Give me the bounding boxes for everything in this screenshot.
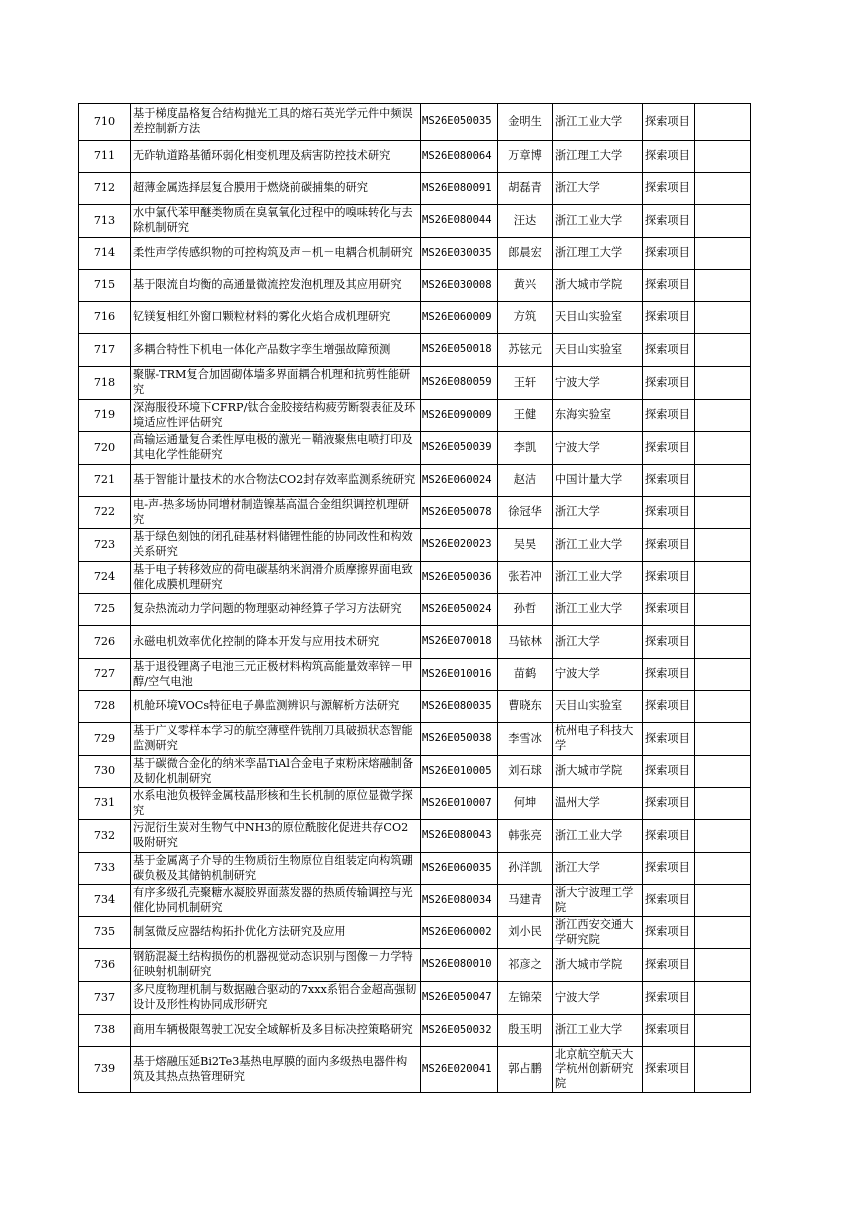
- institution-cell: 浙江工业大学: [553, 1015, 643, 1047]
- institution-cell: 浙江工业大学: [553, 820, 643, 853]
- project-type-cell: 探索项目: [643, 238, 695, 270]
- institution-cell: 浙江大学: [553, 853, 643, 885]
- project-code-cell: MS26E010007: [421, 788, 498, 820]
- applicant-name-cell: 万章博: [498, 141, 553, 173]
- applicant-name-cell: 方筑: [498, 302, 553, 334]
- project-title-cell: 复杂热流动力学问题的物理驱动神经算子学习方法研究: [131, 594, 421, 626]
- project-type-cell: 探索项目: [643, 367, 695, 400]
- project-title-cell: 超薄金属选择层复合膜用于燃烧前碳捕集的研究: [131, 173, 421, 205]
- institution-cell: 浙江大学: [553, 626, 643, 659]
- row-number-cell: 733: [79, 853, 131, 885]
- project-type-cell: 探索项目: [643, 756, 695, 788]
- table-row: [79, 562, 751, 594]
- applicant-name-cell: 张若冲: [498, 562, 553, 594]
- institution-cell: 东海实验室: [553, 400, 643, 432]
- note-cell: [695, 367, 751, 400]
- project-title-cell: 基于电子转移效应的荷电碳基纳米润滑介质摩擦界面电致催化成膜机理研究: [131, 562, 421, 594]
- project-type-cell: 探索项目: [643, 982, 695, 1015]
- institution-cell: 宁波大学: [553, 982, 643, 1015]
- table-row: [79, 367, 751, 400]
- project-type-cell: 探索项目: [643, 141, 695, 173]
- project-title-cell: 钢筋混凝土结构损伤的机器视觉动态识别与图像－力学特征映射机制研究: [131, 949, 421, 982]
- project-type-cell: 探索项目: [643, 949, 695, 982]
- table-row: [79, 917, 751, 949]
- institution-cell: 天目山实验室: [553, 334, 643, 367]
- project-code-cell: MS26E050038: [421, 723, 498, 756]
- note-cell: [695, 562, 751, 594]
- table-row: [79, 173, 751, 205]
- project-code-cell: MS26E080059: [421, 367, 498, 400]
- project-table-body: [79, 104, 751, 1093]
- table-row: [79, 302, 751, 334]
- applicant-name-cell: 吴昊: [498, 529, 553, 562]
- note-cell: [695, 659, 751, 691]
- project-type-cell: 探索项目: [643, 917, 695, 949]
- project-title-cell: 基于广义零样本学习的航空薄壁件铣削刀具破损状态智能监测研究: [131, 723, 421, 756]
- institution-cell: 浙江工业大学: [553, 104, 643, 141]
- project-title-cell: 水系电池负极锌金属枝晶形核和生长机制的原位显微学探究: [131, 788, 421, 820]
- applicant-name-cell: 李凯: [498, 432, 553, 465]
- institution-cell: 杭州电子科技大学: [553, 723, 643, 756]
- project-title-cell: 基于绿色刻蚀的闭孔硅基材料储锂性能的协同改性和构效关系研究: [131, 529, 421, 562]
- project-code-cell: MS26E080043: [421, 820, 498, 853]
- project-code-cell: MS26E080064: [421, 141, 498, 173]
- table-row: [79, 723, 751, 756]
- note-cell: [695, 334, 751, 367]
- institution-cell: 浙大城市学院: [553, 756, 643, 788]
- table-row: [79, 820, 751, 853]
- note-cell: [695, 853, 751, 885]
- applicant-name-cell: 祁彦之: [498, 949, 553, 982]
- project-title-cell: 基于熔融压延Bi2Te3基热电厚膜的面内多级热电器件构筑及其热点热管理研究: [131, 1047, 421, 1093]
- project-type-cell: 探索项目: [643, 529, 695, 562]
- institution-cell: 浙江大学: [553, 497, 643, 529]
- note-cell: [695, 1047, 751, 1093]
- institution-cell: 天目山实验室: [553, 691, 643, 723]
- project-code-cell: MS26E050024: [421, 594, 498, 626]
- project-code-cell: MS26E080091: [421, 173, 498, 205]
- project-type-cell: 探索项目: [643, 1047, 695, 1093]
- applicant-name-cell: 孙洋凯: [498, 853, 553, 885]
- project-type-cell: 探索项目: [643, 659, 695, 691]
- note-cell: [695, 626, 751, 659]
- note-cell: [695, 104, 751, 141]
- note-cell: [695, 205, 751, 238]
- row-number-cell: 737: [79, 982, 131, 1015]
- institution-cell: 浙江工业大学: [553, 594, 643, 626]
- project-code-cell: MS26E050047: [421, 982, 498, 1015]
- applicant-name-cell: 刘小民: [498, 917, 553, 949]
- project-code-cell: MS26E050078: [421, 497, 498, 529]
- project-type-cell: 探索项目: [643, 104, 695, 141]
- project-type-cell: 探索项目: [643, 820, 695, 853]
- project-type-cell: 探索项目: [643, 885, 695, 917]
- note-cell: [695, 788, 751, 820]
- project-title-cell: 制氢微反应器结构拓扑优化方法研究及应用: [131, 917, 421, 949]
- row-number-cell: 718: [79, 367, 131, 400]
- project-title-cell: 高输运通量复合柔性厚电极的激光－鞘液聚焦电喷打印及其电化学性能研究: [131, 432, 421, 465]
- project-code-cell: MS26E060002: [421, 917, 498, 949]
- project-type-cell: 探索项目: [643, 562, 695, 594]
- row-number-cell: 728: [79, 691, 131, 723]
- row-number-cell: 713: [79, 205, 131, 238]
- row-number-cell: 719: [79, 400, 131, 432]
- project-type-cell: 探索项目: [643, 497, 695, 529]
- project-title-cell: 基于智能计量技术的水合物法CO2封存效率监测系统研究: [131, 465, 421, 497]
- institution-cell: 宁波大学: [553, 659, 643, 691]
- project-code-cell: MS26E010005: [421, 756, 498, 788]
- applicant-name-cell: 郎晨宏: [498, 238, 553, 270]
- project-code-cell: MS26E090009: [421, 400, 498, 432]
- project-code-cell: MS26E060024: [421, 465, 498, 497]
- row-number-cell: 714: [79, 238, 131, 270]
- institution-cell: 浙大城市学院: [553, 270, 643, 302]
- applicant-name-cell: 汪达: [498, 205, 553, 238]
- applicant-name-cell: 王轩: [498, 367, 553, 400]
- table-row: [79, 1047, 751, 1093]
- table-row: [79, 104, 751, 141]
- note-cell: [695, 1015, 751, 1047]
- note-cell: [695, 594, 751, 626]
- applicant-name-cell: 黄兴: [498, 270, 553, 302]
- row-number-cell: 727: [79, 659, 131, 691]
- row-number-cell: 729: [79, 723, 131, 756]
- row-number-cell: 712: [79, 173, 131, 205]
- institution-cell: 浙大城市学院: [553, 949, 643, 982]
- note-cell: [695, 400, 751, 432]
- table-row: [79, 691, 751, 723]
- project-type-cell: 探索项目: [643, 432, 695, 465]
- project-type-cell: 探索项目: [643, 302, 695, 334]
- project-title-cell: 多尺度物理机制与数据融合驱动的7xxx系铝合金超高强韧设计及形性构协同成形研究: [131, 982, 421, 1015]
- project-code-cell: MS26E020023: [421, 529, 498, 562]
- institution-cell: 浙江理工大学: [553, 141, 643, 173]
- applicant-name-cell: 何坤: [498, 788, 553, 820]
- project-title-cell: 永磁电机效率优化控制的降本开发与应用技术研究: [131, 626, 421, 659]
- applicant-name-cell: 苏铉元: [498, 334, 553, 367]
- project-type-cell: 探索项目: [643, 1015, 695, 1047]
- project-title-cell: 水中氯代苯甲醚类物质在臭氧氧化过程中的嗅味转化与去除机制研究: [131, 205, 421, 238]
- institution-cell: 浙江工业大学: [553, 562, 643, 594]
- institution-cell: 中国计量大学: [553, 465, 643, 497]
- row-number-cell: 710: [79, 104, 131, 141]
- applicant-name-cell: 徐冠华: [498, 497, 553, 529]
- row-number-cell: 723: [79, 529, 131, 562]
- institution-cell: 宁波大学: [553, 367, 643, 400]
- applicant-name-cell: 郭占鹏: [498, 1047, 553, 1093]
- project-title-cell: 多耦合特性下机电一体化产品数字孪生增强故障预测: [131, 334, 421, 367]
- applicant-name-cell: 马建青: [498, 885, 553, 917]
- project-type-cell: 探索项目: [643, 723, 695, 756]
- note-cell: [695, 723, 751, 756]
- project-code-cell: MS26E080034: [421, 885, 498, 917]
- table-row: [79, 788, 751, 820]
- institution-cell: 浙江大学: [553, 173, 643, 205]
- project-code-cell: MS26E080035: [421, 691, 498, 723]
- project-code-cell: MS26E080044: [421, 205, 498, 238]
- row-number-cell: 721: [79, 465, 131, 497]
- row-number-cell: 726: [79, 626, 131, 659]
- project-type-cell: 探索项目: [643, 334, 695, 367]
- note-cell: [695, 885, 751, 917]
- table-row: [79, 853, 751, 885]
- project-title-cell: 聚脲-TRM复合加固砌体墙多界面耦合机理和抗剪性能研究: [131, 367, 421, 400]
- institution-cell: 天目山实验室: [553, 302, 643, 334]
- project-code-cell: MS26E050032: [421, 1015, 498, 1047]
- table-row: [79, 659, 751, 691]
- project-type-cell: 探索项目: [643, 205, 695, 238]
- note-cell: [695, 691, 751, 723]
- row-number-cell: 736: [79, 949, 131, 982]
- project-type-cell: 探索项目: [643, 594, 695, 626]
- table-row: [79, 949, 751, 982]
- project-code-cell: MS26E030035: [421, 238, 498, 270]
- row-number-cell: 711: [79, 141, 131, 173]
- note-cell: [695, 497, 751, 529]
- project-code-cell: MS26E050039: [421, 432, 498, 465]
- project-title-cell: 电-声-热多场协同增材制造镍基高温合金组织调控机理研究: [131, 497, 421, 529]
- table-row: [79, 465, 751, 497]
- row-number-cell: 732: [79, 820, 131, 853]
- project-title-cell: 基于金属离子介导的生物质衍生物原位自组装定向构筑硼碳负极及其储钠机制研究: [131, 853, 421, 885]
- table-row: [79, 885, 751, 917]
- institution-cell: 北京航空航天大学杭州创新研究院: [553, 1047, 643, 1093]
- applicant-name-cell: 曹晓东: [498, 691, 553, 723]
- applicant-name-cell: 刘石球: [498, 756, 553, 788]
- applicant-name-cell: 胡磊青: [498, 173, 553, 205]
- table-row: [79, 238, 751, 270]
- row-number-cell: 720: [79, 432, 131, 465]
- note-cell: [695, 949, 751, 982]
- row-number-cell: 734: [79, 885, 131, 917]
- project-table: [78, 103, 751, 1093]
- applicant-name-cell: 孙哲: [498, 594, 553, 626]
- applicant-name-cell: 马铱林: [498, 626, 553, 659]
- row-number-cell: 739: [79, 1047, 131, 1093]
- row-number-cell: 735: [79, 917, 131, 949]
- note-cell: [695, 302, 751, 334]
- row-number-cell: 722: [79, 497, 131, 529]
- table-row: [79, 141, 751, 173]
- project-code-cell: MS26E020041: [421, 1047, 498, 1093]
- project-code-cell: MS26E030008: [421, 270, 498, 302]
- applicant-name-cell: 左锦荣: [498, 982, 553, 1015]
- project-type-cell: 探索项目: [643, 270, 695, 302]
- project-type-cell: 探索项目: [643, 173, 695, 205]
- row-number-cell: 715: [79, 270, 131, 302]
- project-title-cell: 机舱环境VOCs特征电子鼻监测辨识与源解析方法研究: [131, 691, 421, 723]
- note-cell: [695, 270, 751, 302]
- project-title-cell: 基于碳微合金化的纳米孪晶TiAl合金电子束粉床熔融制备及韧化机制研究: [131, 756, 421, 788]
- table-row: [79, 594, 751, 626]
- project-code-cell: MS26E010016: [421, 659, 498, 691]
- applicant-name-cell: 金明生: [498, 104, 553, 141]
- table-row: [79, 1015, 751, 1047]
- note-cell: [695, 465, 751, 497]
- project-title-cell: 钇镁复相红外窗口颗粒材料的雾化火焰合成机理研究: [131, 302, 421, 334]
- project-code-cell: MS26E060009: [421, 302, 498, 334]
- table-row: [79, 400, 751, 432]
- applicant-name-cell: 赵洁: [498, 465, 553, 497]
- project-type-cell: 探索项目: [643, 400, 695, 432]
- row-number-cell: 716: [79, 302, 131, 334]
- row-number-cell: 725: [79, 594, 131, 626]
- note-cell: [695, 173, 751, 205]
- applicant-name-cell: 王健: [498, 400, 553, 432]
- institution-cell: 浙江理工大学: [553, 238, 643, 270]
- note-cell: [695, 529, 751, 562]
- project-code-cell: MS26E050018: [421, 334, 498, 367]
- project-type-cell: 探索项目: [643, 853, 695, 885]
- row-number-cell: 724: [79, 562, 131, 594]
- table-row: [79, 432, 751, 465]
- project-type-cell: 探索项目: [643, 788, 695, 820]
- applicant-name-cell: 韩张亮: [498, 820, 553, 853]
- project-type-cell: 探索项目: [643, 626, 695, 659]
- note-cell: [695, 982, 751, 1015]
- project-code-cell: MS26E060035: [421, 853, 498, 885]
- institution-cell: 宁波大学: [553, 432, 643, 465]
- institution-cell: 浙江西安交通大学研究院: [553, 917, 643, 949]
- project-code-cell: MS26E070018: [421, 626, 498, 659]
- project-title-cell: 有序多级孔壳聚糖水凝胶界面蒸发器的热质传输调控与光催化协同机制研究: [131, 885, 421, 917]
- applicant-name-cell: 李雪冰: [498, 723, 553, 756]
- table-row: [79, 529, 751, 562]
- note-cell: [695, 141, 751, 173]
- applicant-name-cell: 苗鹤: [498, 659, 553, 691]
- project-title-cell: 商用车辆极限驾驶工况安全域解析及多目标决控策略研究: [131, 1015, 421, 1047]
- note-cell: [695, 917, 751, 949]
- table-row: [79, 982, 751, 1015]
- applicant-name-cell: 殷玉明: [498, 1015, 553, 1047]
- project-title-cell: 柔性声学传感织物的可控构筑及声－机－电耦合机制研究: [131, 238, 421, 270]
- row-number-cell: 730: [79, 756, 131, 788]
- project-code-cell: MS26E050035: [421, 104, 498, 141]
- row-number-cell: 717: [79, 334, 131, 367]
- table-row: [79, 270, 751, 302]
- table-row: [79, 334, 751, 367]
- institution-cell: 浙江工业大学: [553, 205, 643, 238]
- project-title-cell: 深海服役环境下CFRP/钛合金胶接结构疲劳断裂表征及环境适应性评估研究: [131, 400, 421, 432]
- project-title-cell: 基于限流自均衡的高通量微流控发泡机理及其应用研究: [131, 270, 421, 302]
- note-cell: [695, 820, 751, 853]
- project-type-cell: 探索项目: [643, 465, 695, 497]
- project-type-cell: 探索项目: [643, 691, 695, 723]
- table-row: [79, 626, 751, 659]
- table-row: [79, 756, 751, 788]
- project-code-cell: MS26E080010: [421, 949, 498, 982]
- institution-cell: 浙大宁波理工学院: [553, 885, 643, 917]
- note-cell: [695, 238, 751, 270]
- row-number-cell: 731: [79, 788, 131, 820]
- project-title-cell: 基于梯度晶格复合结构抛光工具的熔石英光学元件中频误差控制新方法: [131, 104, 421, 141]
- table-row: [79, 497, 751, 529]
- project-code-cell: MS26E050036: [421, 562, 498, 594]
- note-cell: [695, 756, 751, 788]
- row-number-cell: 738: [79, 1015, 131, 1047]
- institution-cell: 浙江工业大学: [553, 529, 643, 562]
- note-cell: [695, 432, 751, 465]
- project-title-cell: 污泥衍生炭对生物气中NH3的原位酰胺化促进共存CO2吸附研究: [131, 820, 421, 853]
- table-row: [79, 205, 751, 238]
- project-title-cell: 无砟轨道路基循环弱化相变机理及病害防控技术研究: [131, 141, 421, 173]
- project-title-cell: 基于退役锂离子电池三元正极材料构筑高能量效率锌－甲醇/空气电池: [131, 659, 421, 691]
- institution-cell: 温州大学: [553, 788, 643, 820]
